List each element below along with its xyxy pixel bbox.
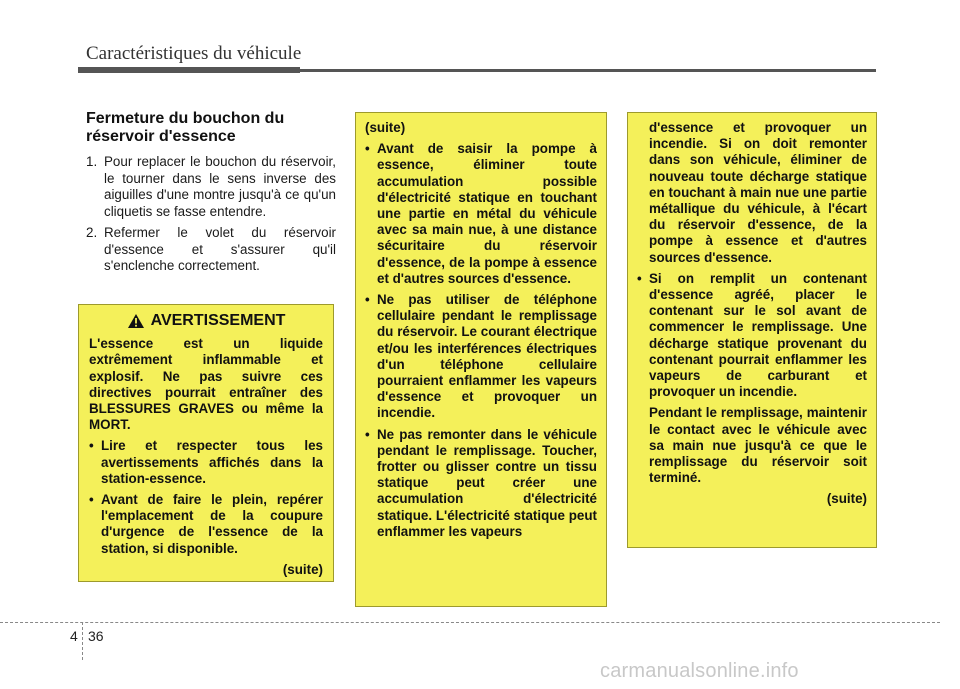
watermark: carmanualsonline.info xyxy=(600,660,799,682)
section-title-line1: Fermeture du bouchon du xyxy=(86,110,285,127)
continued-top-label: (suite) xyxy=(365,120,406,135)
steps-list xyxy=(86,154,336,275)
bullet-item xyxy=(365,427,597,540)
bullet-icon: • xyxy=(365,426,370,442)
header-rule-accent xyxy=(78,67,300,73)
box2-bullets xyxy=(365,141,597,540)
page-number: 36 xyxy=(88,628,104,644)
step-number: 1. xyxy=(86,154,98,169)
chapter-number: 4 xyxy=(70,628,78,644)
warning-bullets xyxy=(89,438,323,556)
page-header-title: Caractéristiques du véhicule xyxy=(86,43,302,64)
warning-continued-box-1 xyxy=(355,112,607,607)
bullet-icon: • xyxy=(89,438,94,454)
step-item xyxy=(86,154,336,220)
bullet-text: Si on remplit un contenant d'essence agréé, placer le contenant sur le sol avant de commencer le remplissage. Une décharge statique provenant du contenant pourrait enflammer les vapeurs de carburant et provoquer un incendie. xyxy=(649,270,867,400)
bullet-text: Lire et respecter tous les avertissements affichés dans la station-essence. xyxy=(101,438,323,486)
footer-divider xyxy=(82,622,83,660)
warning-title: AVERTISSEMENT xyxy=(150,312,286,329)
bullet-text: Avant de faire le plein, repérer l'emplacement de la coupure d'urgence de l'essence de la station, si disponible. xyxy=(101,492,323,556)
bullet-item xyxy=(365,141,597,287)
bullet-icon: • xyxy=(365,141,370,157)
section-title xyxy=(86,110,336,146)
bullet-item xyxy=(89,438,323,487)
warning-continued-box-2 xyxy=(627,112,877,548)
bullet-icon: • xyxy=(365,292,370,308)
warning-header xyxy=(89,313,323,329)
continued-text: d'essence et provoquer un incendie. Si on doit remonter dans son véhicule, éliminer de nouveau toute décharge statique en touchant à main nue une partie métallique du véhicule, à l'écart du réservoir d'essence, de la pompe à essence et d'autres sources d'essence. xyxy=(649,120,867,265)
bullet-text: Ne pas utiliser de téléphone cellulaire pendant le remplissage du réservoir. Le courant électrique et/ou les interférences électriques d'un téléphone cellulaire pourraient enflammer les vapeurs d'essence et provoquer un incendie. xyxy=(377,292,597,421)
bullet-text: Avant de saisir la pompe à essence, éliminer toute accumulation possible d'électricité statique en touchant une partie en métal du véhicule avec sa main nue, à une distance sécuritaire du réservoir d'essence, de la pompe à essence et d'autres sources d'essence. xyxy=(377,141,597,286)
footer-rule xyxy=(0,622,940,623)
section-title-line2: réservoir d'essence xyxy=(86,128,236,145)
step-text: Pour replacer le bouchon du réservoir, le tourner dans le sens inverse des aiguilles d'une montre jusqu'à ce qu'un cliquetis se fasse entendre. xyxy=(104,154,336,219)
bullet-item xyxy=(365,292,597,422)
left-column xyxy=(86,110,336,280)
bullet-icon: • xyxy=(89,492,94,508)
continued-label: (suite) xyxy=(282,561,323,577)
step-text: Refermer le volet du réservoir d'essence et s'assurer qu'il s'enclenche correctement. xyxy=(104,225,336,273)
bullet-item xyxy=(637,271,867,401)
step-item xyxy=(86,225,336,275)
bullet-icon: • xyxy=(637,270,642,286)
bullet-item xyxy=(89,492,323,557)
bullet-text: Ne pas remonter dans le véhicule pendant le remplissage. Toucher, frotter ou glisser contre un tissu statique peut créer une accumulation d'électricité statique. L'électricité statique peut enflammer les vapeurs xyxy=(377,426,597,539)
warning-intro: L'essence est un liquide extrêmement inflammable et explosif. Ne pas suivre ces directives pourrait entraîner des BLESSURES GRAVES ou même la MORT. xyxy=(89,336,323,433)
continued-label: (suite) xyxy=(826,491,867,507)
step-number: 2. xyxy=(86,225,98,240)
box3-bullets xyxy=(637,271,867,401)
box3-paragraph: Pendant le remplissage, maintenir le contact avec le véhicule avec sa main nue jusqu'à ce que le remplissage du réservoir soit terminé. xyxy=(649,405,867,486)
warning-box xyxy=(78,304,334,582)
warning-triangle-icon xyxy=(127,313,145,329)
